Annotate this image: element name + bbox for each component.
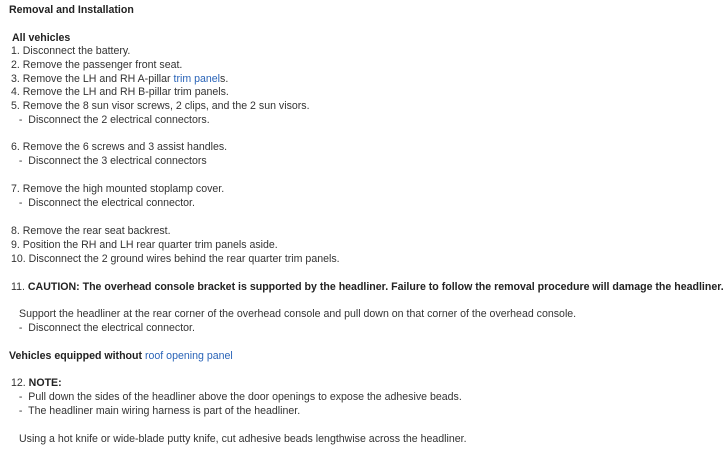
- note-label: NOTE:: [28, 377, 62, 389]
- step-3: [11, 73, 228, 87]
- step-11-support-text: Support the headliner at the rear corner of the overhead console and pull down on that corner of the overhead console.: [19, 308, 577, 320]
- step-2: 2. Remove the passenger front seat.: [11, 59, 183, 71]
- step-7-sub: - Disconnect the electrical connector.: [13, 197, 195, 209]
- step-3-text-before: 3. Remove the LH and RH A-pillar: [11, 73, 174, 85]
- step-10: 10. Disconnect the 2 ground wires behind the rear quarter trim panels.: [11, 253, 340, 265]
- caution-text: CAUTION: The overhead console bracket is supported by the headliner. Failure to follow the removal procedure will damage the headliner.: [27, 281, 724, 293]
- step-11-number: 11.: [11, 281, 28, 293]
- step-1: 1. Disconnect the battery.: [11, 45, 131, 57]
- step-4: 4. Remove the LH and RH B-pillar trim panels.: [11, 86, 229, 98]
- step-9: 9. Position the RH and LH rear quarter trim panels aside.: [11, 239, 278, 251]
- step-12: [11, 377, 62, 391]
- page-title: Removal and Installation: [9, 4, 134, 16]
- section-heading-text: Vehicles equipped without: [9, 350, 145, 362]
- step-8: 8. Remove the rear seat backrest.: [11, 225, 171, 237]
- section-heading-no-roof-panel: [9, 350, 233, 364]
- step-7: 7. Remove the high mounted stoplamp cover.: [11, 183, 225, 195]
- trim-panel-link[interactable]: trim panel: [173, 73, 221, 85]
- section-heading-all-vehicles: All vehicles: [12, 32, 71, 44]
- roof-opening-panel-link[interactable]: roof opening panel: [144, 350, 233, 362]
- step-12-bullet-1: - Pull down the sides of the headliner above the door openings to expose the adhesive beads.: [13, 391, 462, 403]
- step-6: 6. Remove the 6 screws and 3 assist handles.: [11, 141, 228, 153]
- step-11-sub: - Disconnect the electrical connector.: [13, 322, 195, 334]
- step-6-sub: - Disconnect the 3 electrical connectors: [13, 155, 207, 167]
- step-12-bullet-2: - The headliner main wiring harness is part of the headliner.: [13, 405, 301, 417]
- step-11: [11, 281, 724, 295]
- step-12-number: 12.: [11, 377, 29, 389]
- step-12-text: Using a hot knife or wide-blade putty knife, cut adhesive beads lengthwise across the headliner.: [19, 433, 467, 445]
- step-5-sub: - Disconnect the 2 electrical connectors.: [13, 114, 210, 126]
- step-3-text-after: s.: [220, 73, 229, 85]
- step-5: 5. Remove the 8 sun visor screws, 2 clips, and the 2 sun visors.: [11, 100, 310, 112]
